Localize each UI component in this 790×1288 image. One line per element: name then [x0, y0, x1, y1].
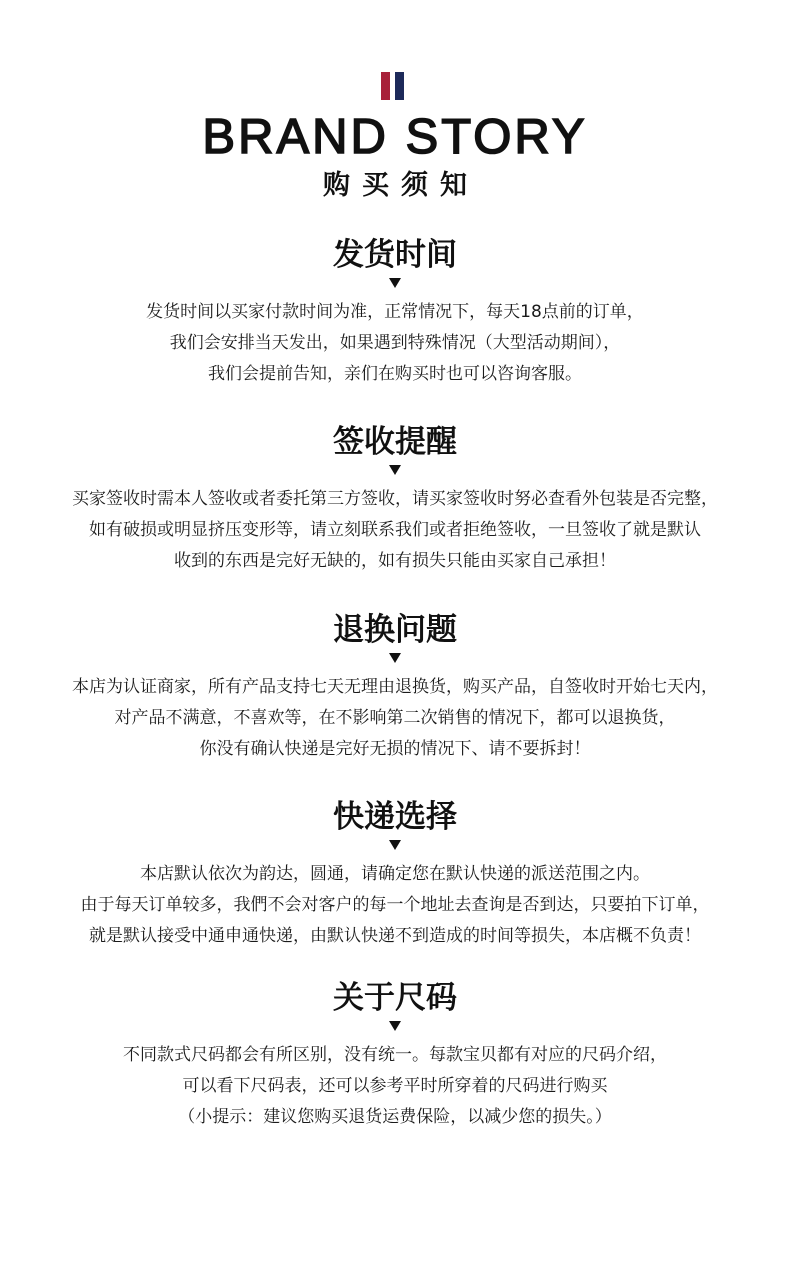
section-heading: 签收提醒 [333, 424, 457, 460]
body-line: 由于每天订单较多，我們不会对客户的每一个地址去查询是否到达，只要拍下订单， [80, 895, 710, 915]
body-line: 发货时间以买家付款时间为准，正常情况下，每天18点前的订单， [146, 302, 644, 322]
section-heading: 退换问题 [333, 612, 457, 648]
body-line: 买家签收时需本人签收或者委托第三方签收，请买家签收时努必查看外包装是否完整， [72, 489, 718, 509]
section-body [0, 297, 790, 390]
down-arrow-icon [389, 1021, 401, 1031]
section-returns [0, 610, 790, 765]
section-body [0, 1040, 790, 1133]
section-courier [0, 797, 790, 952]
body-line: 我们会提前告知，亲们在购买时也可以咨询客服。 [208, 364, 582, 384]
body-line: 如有破损或明显挤压变形等，请立刻联系我们或者拒绝签收，一旦签收了就是默认 [89, 520, 701, 540]
section-heading: 关于尺码 [333, 980, 457, 1016]
body-line: 可以看下尺码表，还可以参考平时所穿着的尺码进行购买 [182, 1076, 608, 1096]
flag-stripe-red [381, 72, 390, 100]
section-body [0, 484, 790, 577]
section-heading: 快递选择 [333, 799, 457, 835]
section-shipping-time [0, 235, 790, 390]
down-arrow-icon [389, 278, 401, 288]
section-body [0, 859, 790, 952]
body-line: 不同款式尺码都会有所区别，没有统一。每款宝贝都有对应的尺码介绍， [123, 1045, 667, 1065]
body-line: 就是默认接受中通申通快递，由默认快递不到造成的时间等损失，本店概不负责！ [89, 926, 701, 946]
down-arrow-icon [389, 653, 401, 663]
section-body [0, 672, 790, 765]
flag-emblem [381, 72, 408, 100]
body-line: 我们会安排当天发出，如果遇到特殊情况（大型活动期间）， [169, 333, 621, 353]
body-line: 收到的东西是完好无缺的，如有损失只能由买家自己承担！ [174, 551, 616, 571]
body-line: 对产品不满意，不喜欢等，在不影响第二次销售的情况下，都可以退换货， [114, 708, 676, 728]
section-receipt-reminder [0, 422, 790, 577]
flag-stripe-navy [395, 72, 404, 100]
down-arrow-icon [389, 465, 401, 475]
body-line: 本店默认依次为韵达，圆通，请确定您在默认快递的派送范围之内。 [140, 864, 650, 884]
body-line: 你没有确认快递是完好无损的情况下、请不要拆封！ [199, 739, 591, 759]
section-heading: 发货时间 [333, 237, 457, 273]
down-arrow-icon [389, 840, 401, 850]
body-line: 本店为认证商家，所有产品支持七天无理由退换货，购买产品，自签收时开始七天内， [72, 677, 718, 697]
brand-title: BRAND STORY [202, 110, 588, 164]
body-line: （小提示：建议您购买退货运费保险，以减少您的损失。） [178, 1107, 612, 1127]
section-sizing [0, 978, 790, 1133]
page-subtitle: 购买须知 [323, 170, 479, 201]
